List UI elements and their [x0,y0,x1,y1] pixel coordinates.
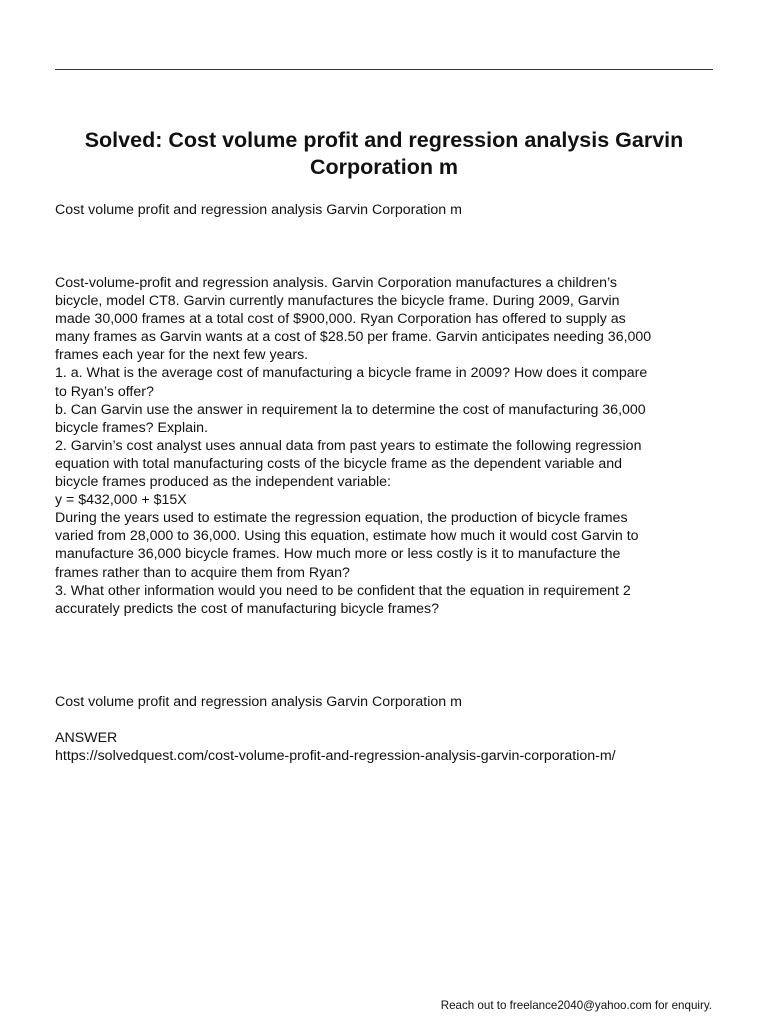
body-line: many frames as Garvin wants at a cost of $28.50 per frame. Garvin anticipates needing 36,000 [55,329,652,346]
repeat-title: Cost volume profit and regression analysis Garvin Corporation m [55,694,462,710]
answer-link[interactable]: https://solvedquest.com/cost-volume-profit-and-regression-analysis-garvin-corporation-m/ [55,748,616,765]
body-line: varied from 28,000 to 36,000. Using this equation, estimate how much it would cost Garvin to [55,528,639,545]
regression-equation: y = $432,000 + $15X [55,492,187,509]
body-line: bicycle, model CT8. Garvin currently manufactures the bicycle frame. During 2009, Garvin [55,293,620,310]
body-line: accurately predicts the cost of manufacturing bicycle frames? [55,600,440,617]
body-line: made 30,000 frames at a total cost of $900,000. Ryan Corporation has offered to supply as [55,311,626,328]
body-line: 3. What other information would you need to be confident that the equation in requirement 2 [55,582,631,599]
subtitle: Cost volume profit and regression analysis Garvin Corporation m [55,202,462,218]
body-line: 2. Garvin’s cost analyst uses annual data from past years to estimate the following regression [55,437,642,454]
body-line: frames rather than to acquire them from Ryan? [55,564,350,581]
body-line: bicycle frames? Explain. [55,419,208,436]
page-title: Solved: Cost volume profit and regression analysis Garvin Corporation m [84,128,684,179]
body-line: manufacture 36,000 bicycle frames. How much more or less costly is it to manufacture the [55,546,621,563]
body-line: to Ryan’s offer? [55,383,154,400]
body-line: frames each year for the next few years. [55,347,309,364]
body-line: bicycle frames produced as the independent variable: [55,474,391,491]
answer-label: ANSWER [55,730,118,746]
body-line: 1. a. What is the average cost of manufacturing a bicycle frame in 2009? How does it compare [55,365,648,382]
body-line: b. Can Garvin use the answer in requirement la to determine the cost of manufacturing 36,000 [55,401,646,418]
answer-section [55,729,735,765]
body-line: equation with total manufacturing costs of the bicycle frame as the dependent variable and [55,455,623,472]
question-body [55,274,715,618]
top-divider [55,69,713,70]
footer-contact: Reach out to freelance2040@yahoo.com for enquiry. [440,999,712,1012]
body-line: During the years used to estimate the regression equation, the production of bicycle frames [55,510,628,527]
body-line: Cost-volume-profit and regression analysis. Garvin Corporation manufactures a children’s [55,275,617,291]
